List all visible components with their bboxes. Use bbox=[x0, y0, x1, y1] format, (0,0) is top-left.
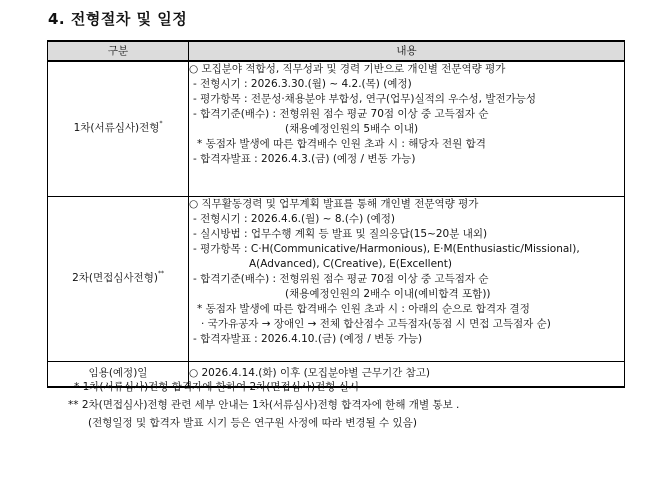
content-line: - 합격자발표 : 2026.4.10.(금) (예정 / 변동 가능) bbox=[193, 332, 423, 345]
content-line: - 합격자발표 : 2026.4.3.(금) (예정 / 변동 가능) bbox=[193, 153, 416, 165]
row-content-cell bbox=[189, 196, 625, 361]
content-line: - 실시방법 : 업무수행 계획 등 발표 및 질의응답(15~20분 내외) bbox=[193, 227, 488, 240]
footnote-line: * 1차(서류심사)전형 합격자에 한하여 2차(면접심사)전형 실시 bbox=[74, 381, 359, 393]
content-line: - 전형시기 : 2026.4.6.(월) ~ 8.(수) (예정) bbox=[193, 212, 395, 225]
footnote-line: (전형일정 및 합격자 발표 시기 등은 연구원 사정에 따라 변경될 수 있음) bbox=[88, 417, 417, 429]
content-line: ○ 모집분야 적합성, 직무성과 및 경력 기반으로 개인별 전문역량 평가 bbox=[189, 63, 506, 75]
content-line: · 국가유공자 → 장애인 → 전체 합산점수 고득점자(동점 시 면접 고득점자 순) bbox=[201, 317, 551, 330]
footnote-marker: ** bbox=[157, 270, 164, 277]
footnote-marker: * bbox=[159, 120, 163, 128]
content-line: - 합격기준(배수) : 전형위원 점수 평균 70점 이상 중 고득점자 순 bbox=[193, 108, 489, 120]
row-category-cell bbox=[48, 61, 189, 196]
section-title: 4. 전형절차 및 일정 bbox=[48, 10, 188, 28]
content-line: - 평가항목 : 전문성·채용분야 부합성, 연구(업무)실적의 우수성, 발전가능성 bbox=[193, 93, 537, 105]
table-header-row bbox=[48, 41, 625, 61]
schedule-table bbox=[47, 40, 625, 388]
content-line: A(Advanced), C(Creative), E(Excellent) bbox=[249, 257, 452, 270]
row-content-cell bbox=[189, 61, 625, 196]
table-row bbox=[48, 196, 625, 361]
content-line: * 동점자 발생에 따른 합격배수 인원 초과 시 : 아래의 순으로 합격자 결정 bbox=[197, 302, 530, 315]
content-line: (채용예정인원의 2배수 이내(예비합격 포함)) bbox=[285, 287, 491, 300]
row-category-cell bbox=[48, 196, 189, 361]
content-line: - 합격기준(배수) : 전형위원 점수 평균 70점 이상 중 고득점자 순 bbox=[193, 272, 489, 285]
content-line: (채용예정인원의 5배수 이내) bbox=[285, 123, 419, 135]
content-line: * 동점자 발생에 따른 합격배수 인원 초과 시 : 해당자 전원 합격 bbox=[197, 138, 486, 150]
content-line: - 평가항목 : C·H(Communicative/Harmonious), E·M(Enthusiastic/Missional), bbox=[193, 242, 580, 255]
row-category-label: 임용(예정)일 bbox=[88, 367, 148, 380]
table-row bbox=[48, 61, 625, 196]
header-content: 내용 bbox=[189, 41, 625, 61]
row-category-label: 1차(서류심사)전형 bbox=[73, 122, 160, 135]
footnote-line: ** 2차(면접심사)전형 관련 세부 안내는 1차(서류심사)전형 합격자에 한해 개별 통보 . bbox=[68, 399, 460, 411]
content-line: ○ 직무활동경력 및 업무계획 발표를 통해 개인별 전문역량 평가 bbox=[189, 197, 479, 210]
row-category-label: 2차(면접심사전형) bbox=[72, 272, 158, 284]
header-category: 구분 bbox=[48, 41, 189, 61]
content-line: ○ 2026.4.14.(화) 이후 (모집분야별 근무기간 참고) bbox=[189, 367, 431, 380]
content-line: - 전형시기 : 2026.3.30.(월) ~ 4.2.(목) (예정) bbox=[193, 78, 412, 90]
footnotes bbox=[68, 378, 460, 432]
